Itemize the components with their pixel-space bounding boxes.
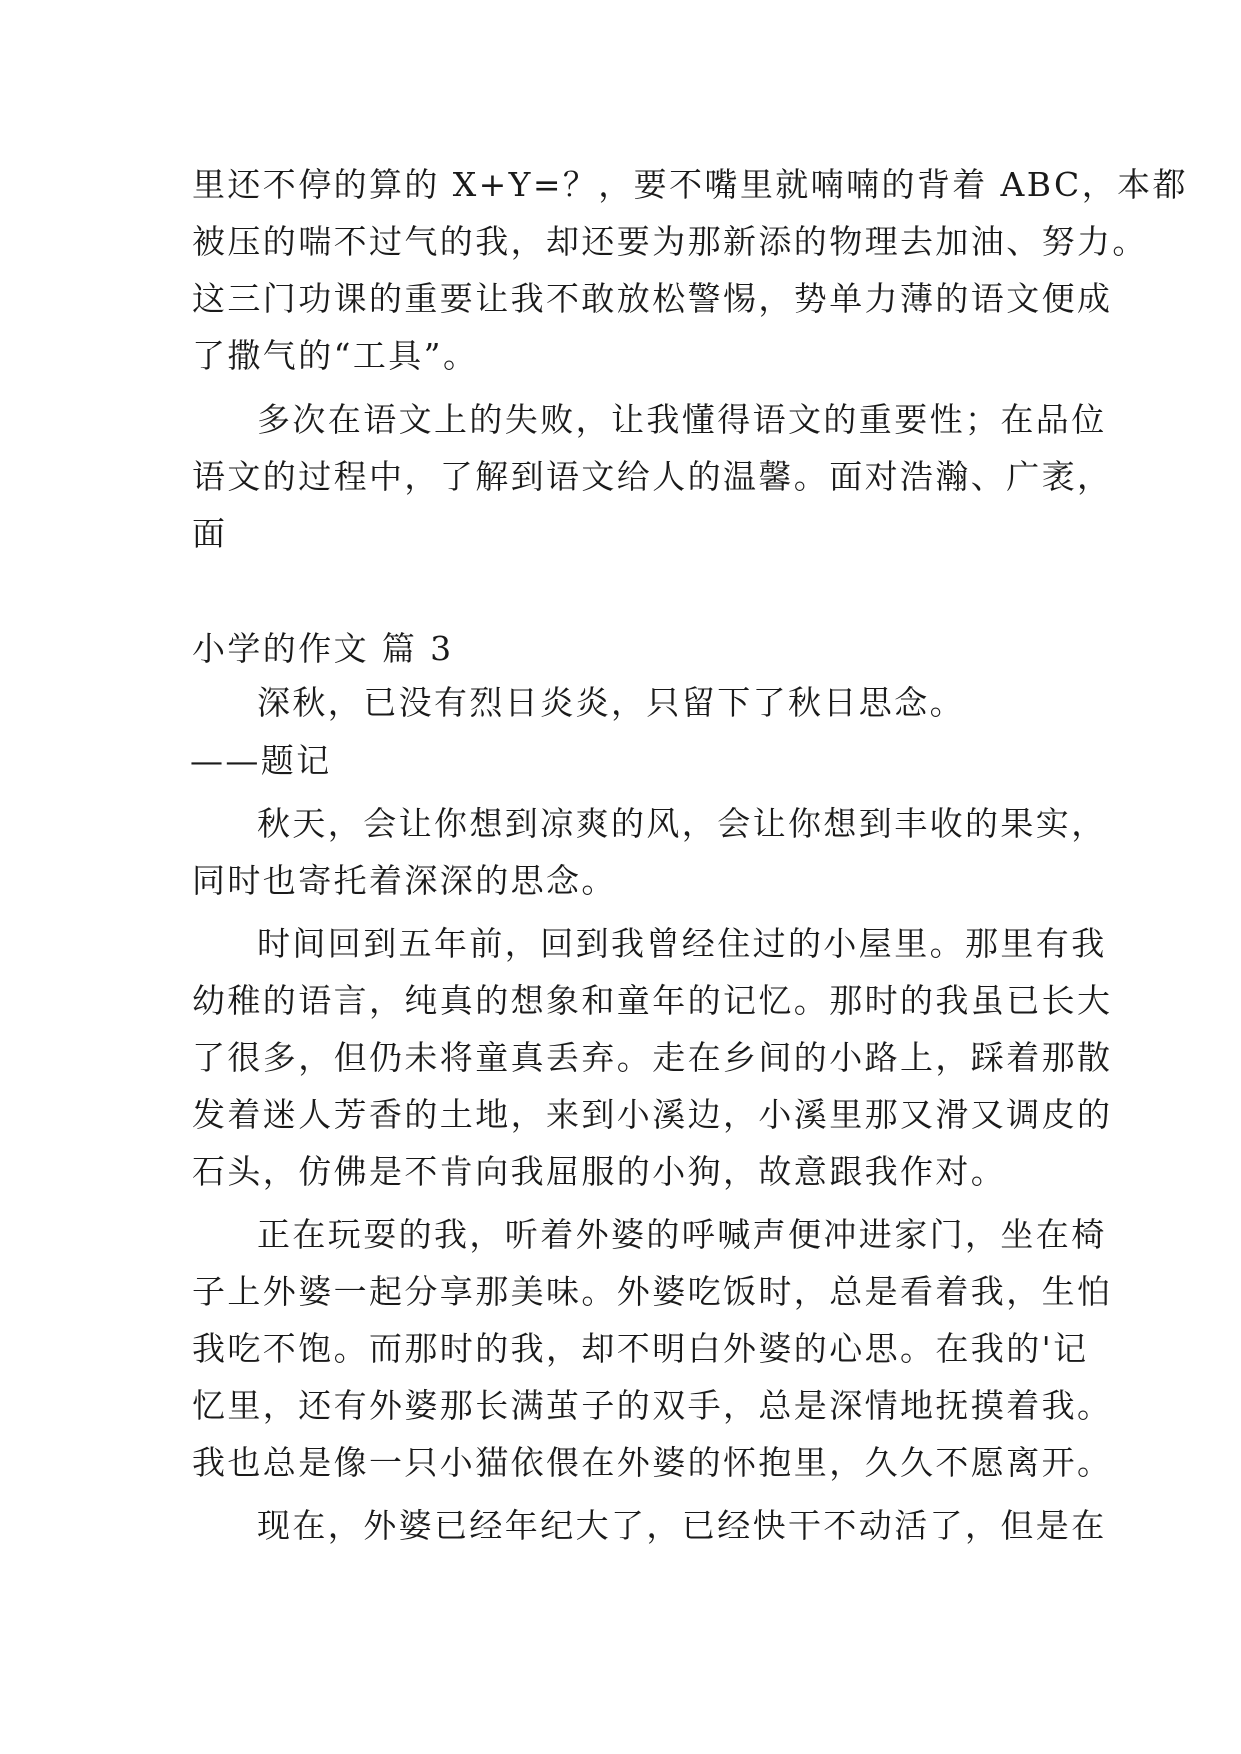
text-line: 忆里，还有外婆那长满茧子的双手，总是深情地抚摸着我。 xyxy=(192,1386,1113,1425)
text-line: 秋天，会让你想到凉爽的风，会让你想到丰收的果实， xyxy=(257,804,1107,843)
section-heading: 小学的作文 篇 3 xyxy=(192,629,454,668)
text-line: 面 xyxy=(192,514,228,553)
epigraph: 深秋，已没有烈日炎炎，只留下了秋日思念。 xyxy=(257,683,965,722)
text-line: 石头，仿佛是不肯向我屈服的小狗，故意跟我作对。 xyxy=(192,1152,1007,1191)
text-line: 现在，外婆已经年纪大了，已经快干不动活了，但是在 xyxy=(257,1506,1107,1545)
text-line: 这三门功课的重要让我不敢放松警惕，势单力薄的语文便成 xyxy=(192,279,1113,318)
text-line: 我吃不饱。而那时的我，却不明白外婆的心思。在我的'记 xyxy=(192,1329,1089,1368)
epigraph-attribution: ——题记 xyxy=(190,741,332,780)
text-line: 语文的过程中，了解到语文给人的温馨。面对浩瀚、广袤， xyxy=(192,457,1113,496)
text-line: 多次在语文上的失败，让我懂得语文的重要性；在品位 xyxy=(257,400,1107,439)
text-line: 里还不停的算的 X+Y=？，要不嘴里就喃喃的背着 ABC，本都 xyxy=(192,165,1188,204)
text-line: 了很多，但仍未将童真丢弃。走在乡间的小路上，踩着那散 xyxy=(192,1038,1113,1077)
text-line: 了撒气的“工具”。 xyxy=(192,336,479,375)
text-line: 发着迷人芳香的土地，来到小溪边，小溪里那又滑又调皮的 xyxy=(192,1095,1113,1134)
text-line: 时间回到五年前，回到我曾经住过的小屋里。那里有我 xyxy=(257,924,1107,963)
text-line: 正在玩耍的我，听着外婆的呼喊声便冲进家门，坐在椅 xyxy=(257,1215,1107,1254)
text-line: 子上外婆一起分享那美味。外婆吃饭时，总是看着我，生怕 xyxy=(192,1272,1113,1311)
text-line: 幼稚的语言，纯真的想象和童年的记忆。那时的我虽已长大 xyxy=(192,981,1113,1020)
text-line: 同时也寄托着深深的思念。 xyxy=(192,861,617,900)
text-line: 我也总是像一只小猫依偎在外婆的怀抱里，久久不愿离开。 xyxy=(192,1443,1113,1482)
text-line: 被压的喘不过气的我，却还要为那新添的物理去加油、努力。 xyxy=(192,222,1148,261)
